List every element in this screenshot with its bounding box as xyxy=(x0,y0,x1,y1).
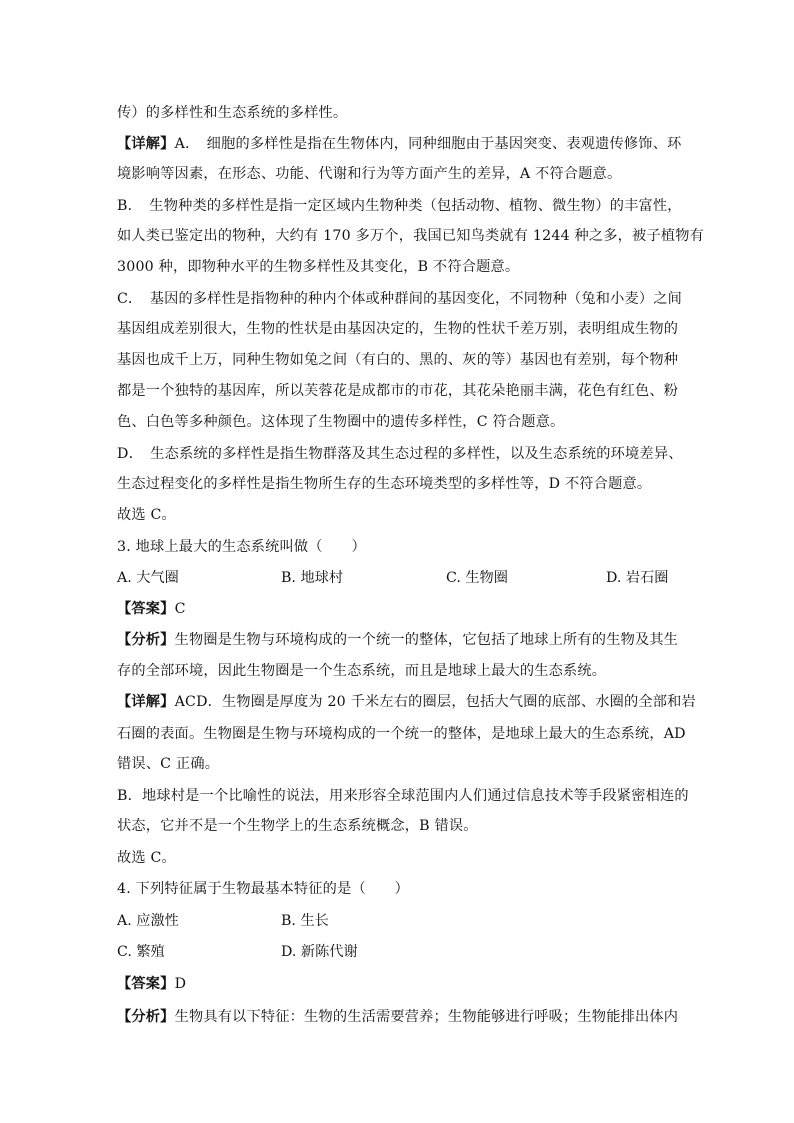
q4-option-c: C. 繁殖 xyxy=(117,944,165,960)
text-line: 色、白色等多种颜色。这体现了生物圈中的遗传多样性，C 符合题意。 xyxy=(117,414,565,430)
text-line: 状态，它并不是一个生物学上的生态系统概念，B 错误。 xyxy=(117,818,478,834)
text-line: 3000 种，即物种水平的生物多样性及其变化，B 不符合题意。 xyxy=(117,259,520,275)
question-3: 3. 地球上最大的生态系统叫做（ ） xyxy=(117,539,366,555)
text-line: D． 生态系统的多样性是指生物群落及其生态过程的多样性，以及生态系统的环境差异、 xyxy=(117,446,683,462)
q3-option-b: B. 地球村 xyxy=(281,570,344,586)
q3-detail: 【详解】ACD．生物圈是厚度为 20 千米左右的圈层，包括大气圈的底部、水圈的全部和岩 xyxy=(117,694,696,710)
text-line: 故选 C。 xyxy=(117,850,176,866)
text-line: 生态过程变化的多样性是指生物所生存的生态环境类型的多样性等，D 不符合题意。 xyxy=(117,476,652,492)
text-line: 石圈的表面。生物圈是生物与环境构成的一个统一的整体，是地球上最大的生态系统，AD xyxy=(117,726,686,742)
text-line: 都是一个独特的基因库，所以芙蓉花是成都市的市花，其花朵艳丽丰满，花色有红色、粉 xyxy=(117,383,679,399)
q4-analysis: 【分析】生物具有以下特征：生物的生活需要营养；生物能够进行呼吸；生物能排出体内 xyxy=(117,1009,679,1025)
text-line: B． 生物种类的多样性是指一定区域内生物种类（包括动物、植物、微生物）的丰富性， xyxy=(117,198,682,214)
detail-paragraph: 【详解】A． 细胞的多样性是指在生物体内，同种细胞由于基因突变、表观遗传修饰、环 xyxy=(117,136,682,152)
text-line: 错误、C 正确。 xyxy=(117,756,220,772)
text-line: 如人类已鉴定出的物种，大约有 170 多万个，我国已知鸟类就有 1244 种之多，被子植物有 xyxy=(117,228,704,244)
text-line: C． 基因的多样性是指物种的种内个体或种群间的基因变化，不同物种（兔和小麦）之间 xyxy=(117,291,683,307)
text-line: B．地球村是一个比喻性的说法，用来形容全球范围内人们通过信息技术等手段紧密相连的 xyxy=(117,788,689,804)
q4-option-b: B. 生长 xyxy=(281,913,329,929)
text-line: 基因组成差别很大，生物的性状是由基因决定的，生物的性状千差万别，表明组成生物的 xyxy=(117,321,679,337)
q4-option-d: D. 新陈代谢 xyxy=(281,944,358,960)
question-4: 4. 下列特征属于生物最基本特征的是（ ） xyxy=(117,881,410,897)
q4-option-a: A. 应激性 xyxy=(117,913,179,929)
q3-option-a: A. 大气圈 xyxy=(117,570,179,586)
text-line: 传）的多样性和生态系统的多样性。 xyxy=(117,105,348,121)
text-line: 境影响等因素，在形态、功能、代谢和行为等方面产生的差异，A 不符合题意。 xyxy=(117,166,622,182)
text-line: 基因也成千上万，同种生物如兔之间（有白的、黑的、灰的等）基因也有差别，每个物种 xyxy=(117,352,679,368)
text-line: 故选 C。 xyxy=(117,507,176,523)
detail-tag: 【详解】 xyxy=(117,136,175,152)
q3-option-c: C. 生物圈 xyxy=(446,570,508,586)
q3-option-d: D. 岩石圈 xyxy=(606,570,669,586)
q4-answer: 【答案】D xyxy=(117,976,187,992)
q3-answer: 【答案】C xyxy=(117,601,186,617)
q3-analysis: 【分析】生物圈是生物与环境构成的一个统一的整体，它包括了地球上所有的生物及其生 xyxy=(117,632,679,648)
q3-analysis-cont: 存的全部环境，因此生物圈是一个生态系统，而且是地球上最大的生态系统。 xyxy=(117,663,607,679)
